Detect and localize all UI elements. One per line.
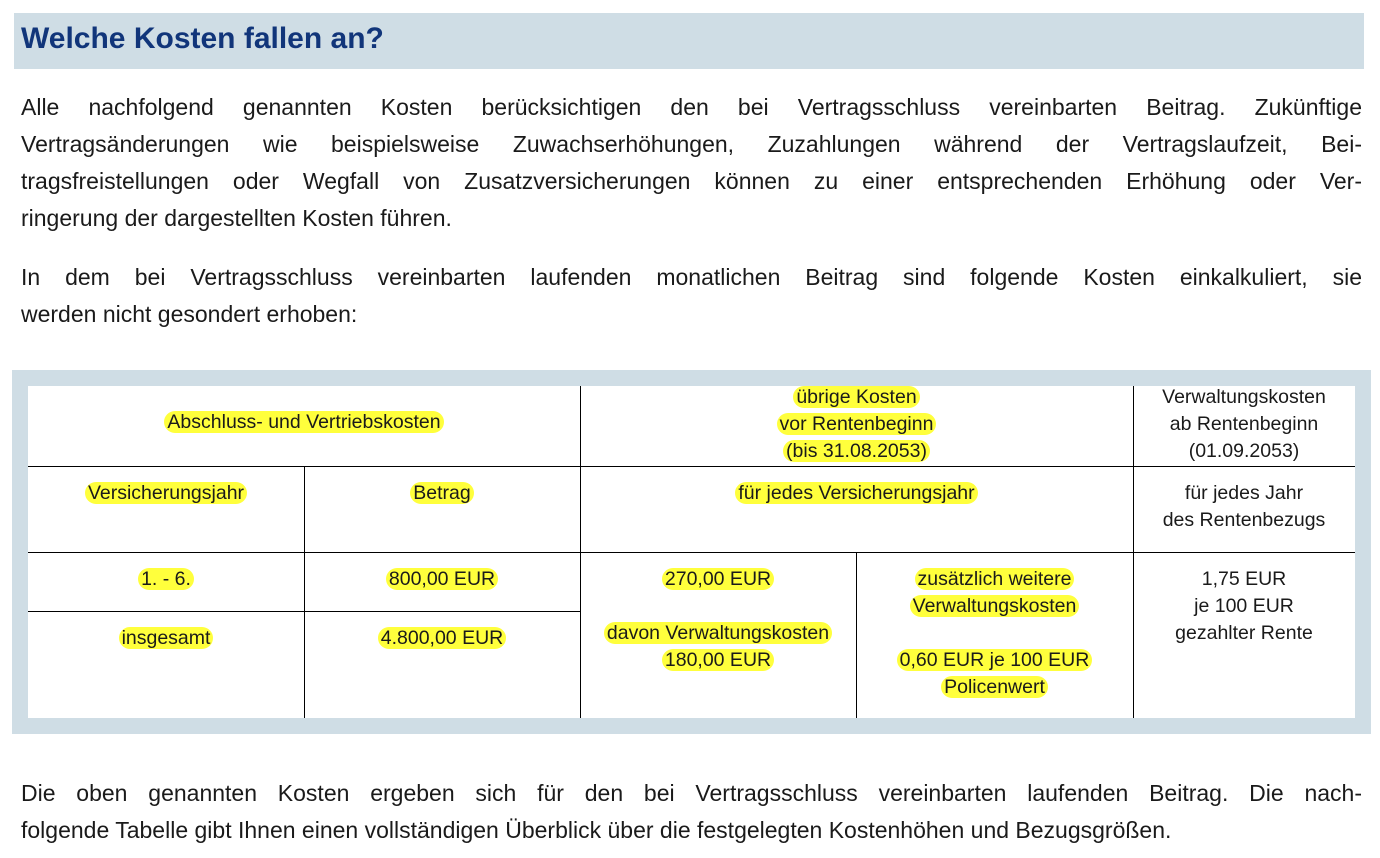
text-line: In dem bei Vertragsschluss vereinbarten laufenden monatlichen Beitrag sind folgende Kosten einkalkuliert, sie	[21, 264, 1362, 290]
text-line: tragsfreistellungen oder Wegfall von Zusatzversicherungen können zu einer entsprechenden Erhöhung oder Ver-	[21, 168, 1362, 194]
cell-zusaetzlich	[856, 566, 1133, 620]
header-betrag-label: Betrag	[410, 482, 473, 504]
header-abschluss	[28, 409, 580, 436]
text-line: Vertragsänderungen wie beispielsweise Zuwachserhöhungen, Zuzahlungen während der Vertragslaufzeit, Bei-	[21, 131, 1362, 157]
header-verwaltung-line: ab Rentenbeginn	[1169, 413, 1319, 435]
cell-betrag-2-value: 4.800,00 EUR	[378, 627, 507, 649]
text-line: folgende Tabelle gibt Ihnen einen vollständigen Überblick über die festgelegten Kostenhöhen und Bezugsgrößen.	[21, 817, 1172, 843]
text-line: ringerung der dargestellten Kosten führen.	[21, 205, 452, 231]
header-betrag	[304, 480, 580, 507]
cell-jahr-1-value: 1. - 6.	[138, 568, 194, 590]
header-rentenbezug-line: für jedes Jahr	[1184, 482, 1304, 504]
text-line: werden nicht gesondert erhoben:	[21, 301, 358, 327]
cost-table	[12, 370, 1371, 734]
outro-paragraph	[21, 775, 1362, 849]
header-jedes-jahr-label: für jedes Versicherungsjahr	[735, 482, 977, 504]
cell-jahr-2-value: insgesamt	[119, 627, 214, 649]
cell-betrag-1	[304, 566, 580, 593]
cell-uebrige-betrag-value: 270,00 EUR	[662, 568, 774, 590]
section-header	[14, 13, 1364, 69]
section-heading: Welche Kosten fallen an?	[21, 22, 384, 55]
header-jahr-label: Versicherungsjahr	[85, 482, 247, 504]
cell-policenwert-line: 0,60 EUR je 100 EUR	[897, 649, 1093, 671]
header-jahr	[28, 480, 304, 507]
cell-rente-line: 1,75 EUR	[1201, 568, 1287, 590]
header-uebrige-line: vor Rentenbeginn	[777, 413, 937, 435]
cost-intro-paragraph	[21, 259, 1362, 333]
cell-rente-line: je 100 EUR	[1194, 595, 1294, 617]
intro-paragraph	[21, 89, 1362, 237]
cell-uebrige-betrag	[580, 566, 856, 593]
grid-line	[28, 552, 1355, 553]
header-jedes-jahr	[580, 480, 1133, 507]
cell-jahr-2	[28, 625, 304, 652]
text-line: Die oben genannten Kosten ergeben sich für den bei Vertragsschluss vereinbarten laufenden Beitrag. Die nach-	[21, 780, 1362, 806]
header-abschluss-label: Abschluss- und Vertriebskosten	[164, 411, 443, 433]
grid-line	[856, 552, 857, 718]
header-verwaltung-line: (01.09.2053)	[1188, 440, 1300, 462]
cell-davon-line: 180,00 EUR	[662, 649, 774, 671]
cell-policenwert-line: Policenwert	[941, 676, 1048, 698]
header-verwaltung-line: Verwaltungskosten	[1162, 386, 1326, 408]
header-rentenbezug	[1133, 480, 1355, 534]
cell-jahr-1	[28, 566, 304, 593]
cell-rente	[1133, 566, 1355, 647]
cell-davon-line: davon Verwaltungskosten	[604, 622, 832, 644]
cell-betrag-2	[304, 625, 580, 652]
table-body	[28, 386, 1355, 718]
cell-rente-line: gezahlter Rente	[1175, 622, 1313, 644]
header-verwaltung	[1133, 384, 1355, 465]
text-line: Alle nachfolgend genannten Kosten berücksichtigen den bei Vertragsschluss vereinbarten Beitrag. Zukünftige	[21, 94, 1362, 120]
header-uebrige-line: übrige Kosten	[793, 386, 919, 408]
grid-line	[28, 466, 1355, 467]
header-rentenbezug-line: des Rentenbezugs	[1162, 509, 1326, 531]
cell-policenwert	[856, 647, 1133, 701]
cell-davon	[580, 620, 856, 674]
header-uebrige-line: (bis 31.08.2053)	[783, 440, 930, 462]
grid-line	[304, 466, 305, 718]
header-uebrige	[580, 384, 1133, 465]
grid-line	[28, 611, 580, 612]
cell-betrag-1-value: 800,00 EUR	[386, 568, 498, 590]
cell-zusaetzlich-line: Verwaltungskosten	[910, 595, 1080, 617]
cell-zusaetzlich-line: zusätzlich weitere	[915, 568, 1075, 590]
